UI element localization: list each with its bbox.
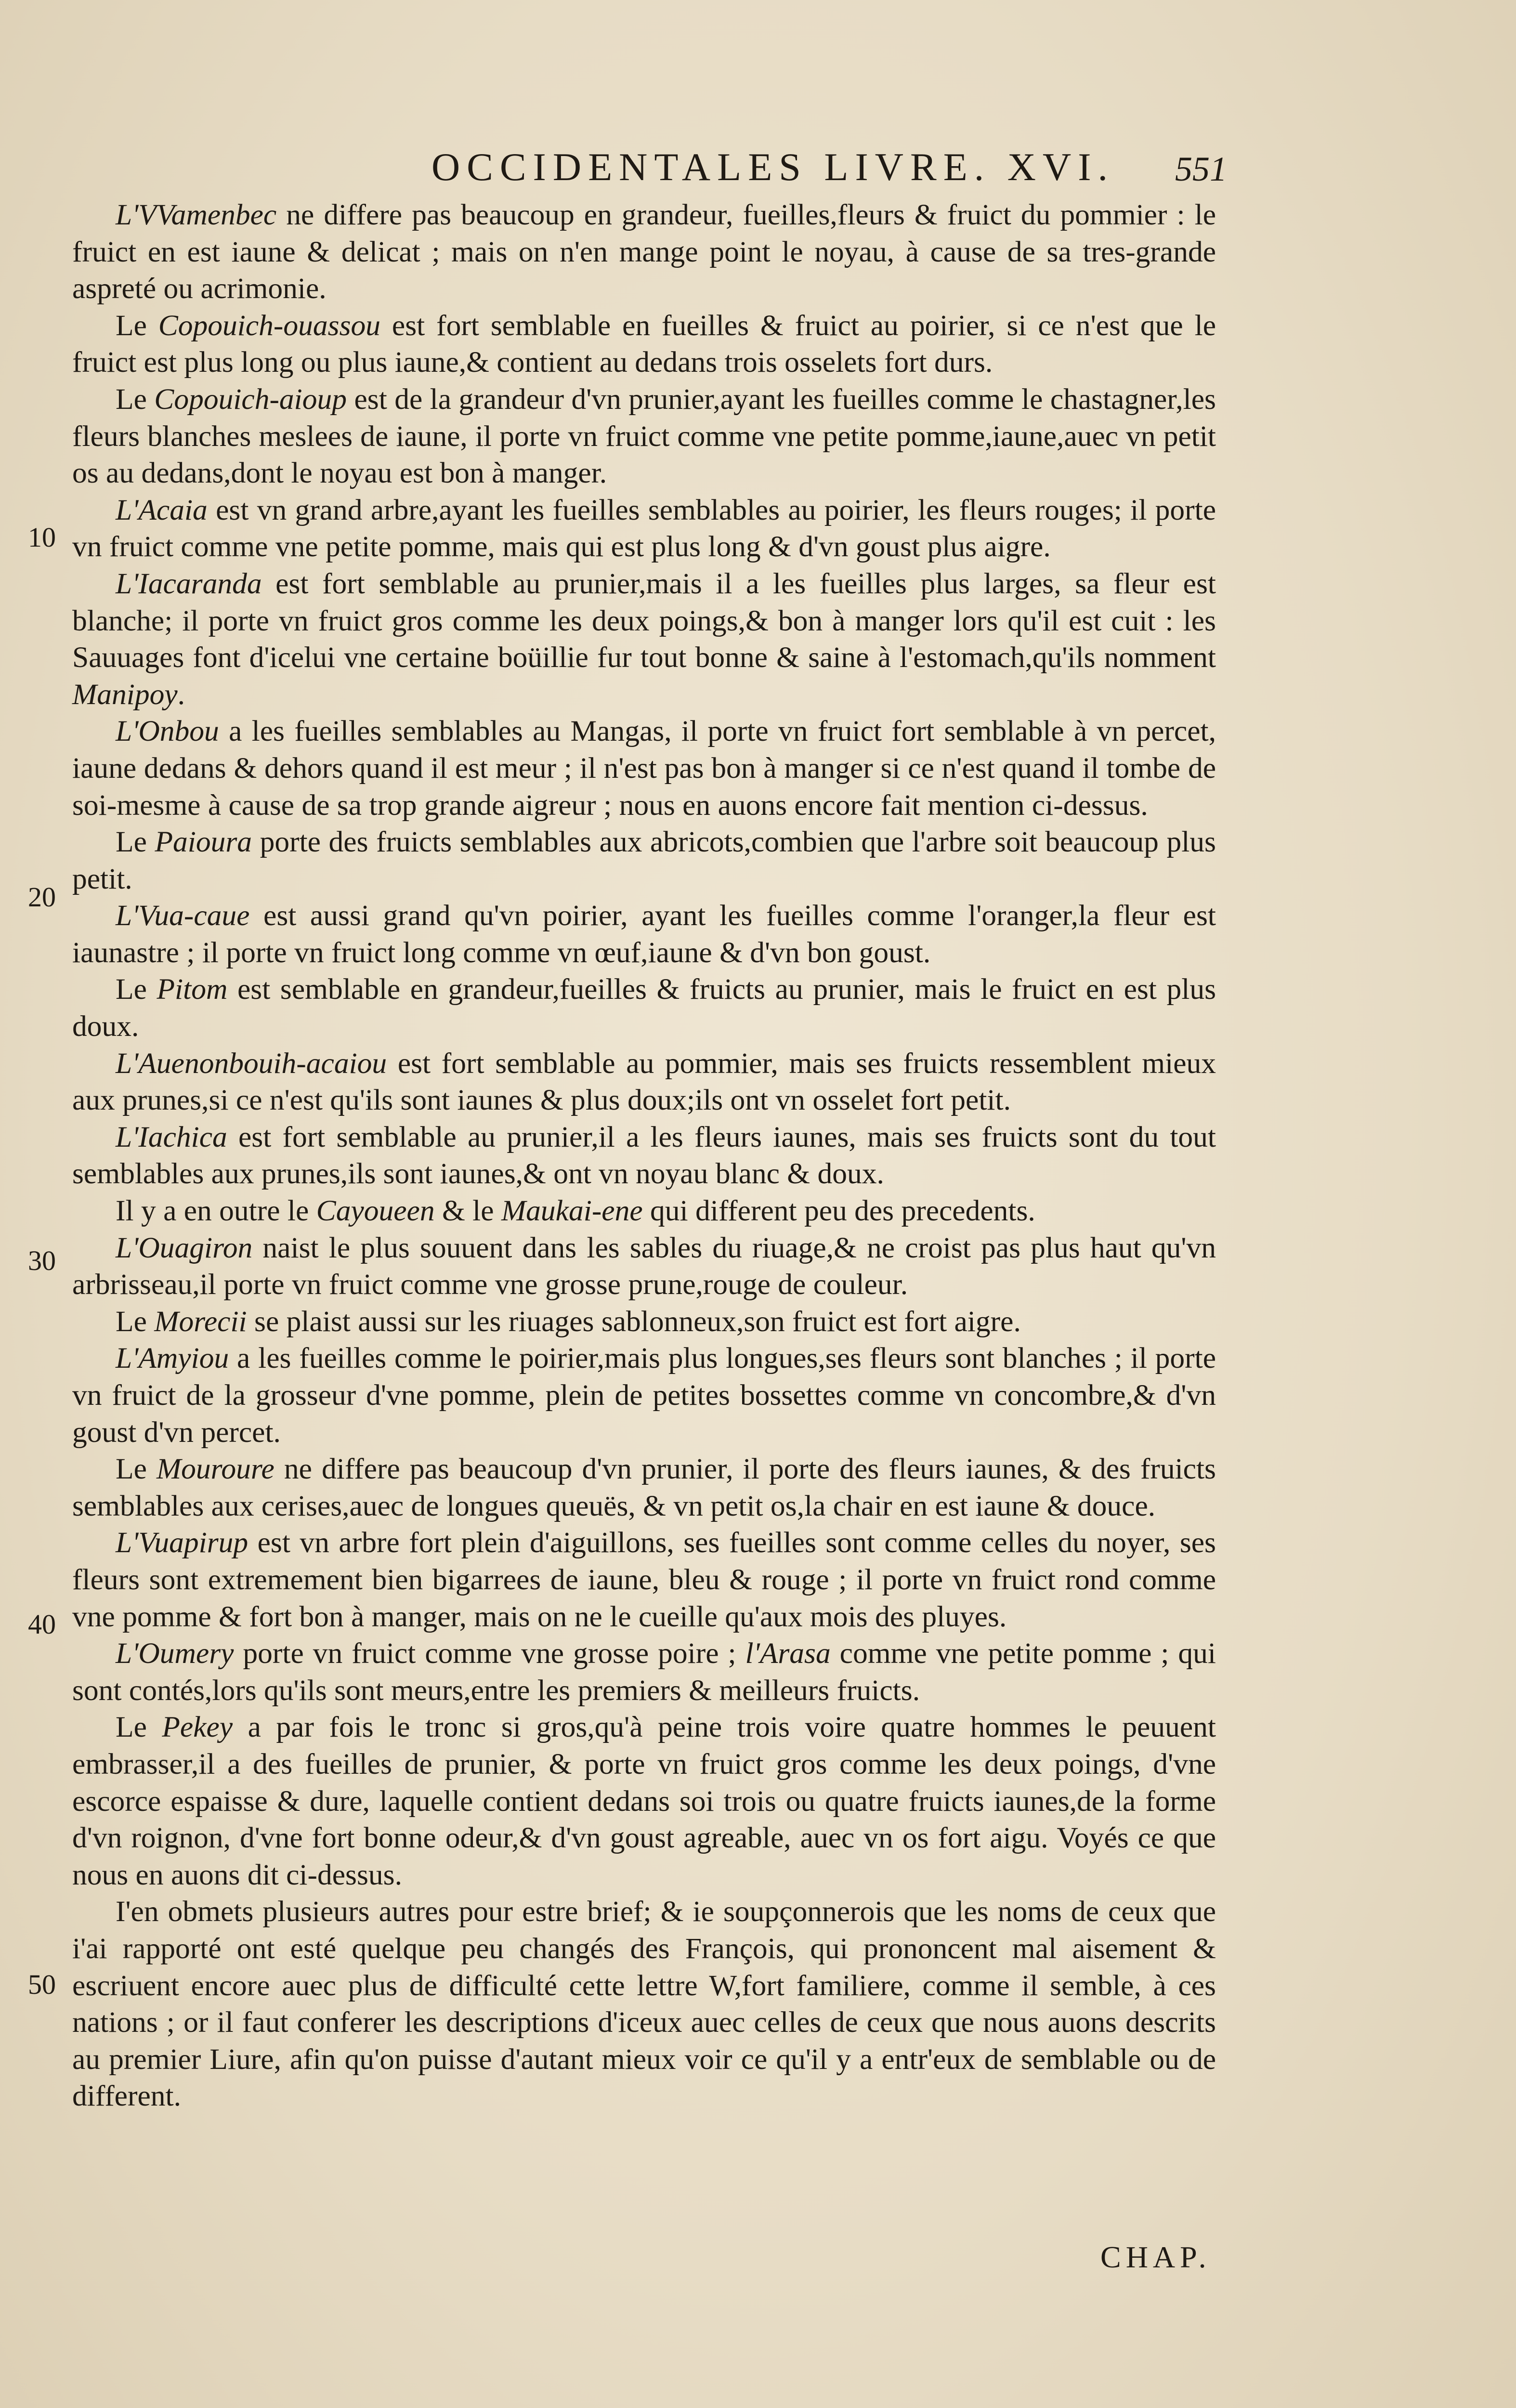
paragraph	[72, 1303, 1216, 1340]
paragraph	[72, 1451, 1216, 1524]
line-number-50: 50	[28, 1969, 56, 2000]
paragraph-text: Le	[116, 309, 158, 342]
paragraph-text: est vn grand arbre,ayant les fueilles semblables au poirier, les fleurs rouges; il porte vn fruict comme vne petite pomme, mais qui est plus long & d'vn goust plus aigre.	[72, 493, 1216, 563]
paragraph	[72, 1340, 1216, 1451]
catchword: CHAP.	[1100, 2240, 1211, 2274]
paragraph-text: se plaist aussi sur les riuages sablonneux,son fruict est fort aigre.	[247, 1305, 1021, 1338]
plant-name: Mouroure	[156, 1453, 274, 1486]
paragraph-text: est de la grandeur d'vn prunier,ayant les fueilles comme le chastagner,les fleurs blanches meslees de iaune, il porte vn fruict comme vne petite pomme,iaune,auec vn petit os au dedans,dont le noyau est bon à manger.	[72, 382, 1216, 490]
paragraph-text: .	[177, 678, 185, 711]
paragraph-text: comme vne petite pomme ; qui sont contés,lors qu'ils sont meurs,entre les premiers & meilleurs fruicts.	[72, 1637, 1216, 1707]
paragraph	[72, 1709, 1216, 1893]
paragraph-text: est aussi grand qu'vn poirier, ayant les fueilles comme l'oranger,la fleur est iaunastre ; il porte vn fruict long comme vn œuf,iaune & d'vn bon goust.	[72, 899, 1216, 969]
paragraph-text: a les fueilles semblables au Mangas, il porte vn fruict fort semblable à vn percet, iaune dedans & dehors quand il est meur ; il n'est pas bon à manger si ce n'est quand il tombe de soi-mesme à cause de sa trop grande aigreur ; nous en auons encore fait mention ci-dessus.	[72, 715, 1216, 822]
plant-name: l'Arasa	[745, 1637, 831, 1670]
plant-name: Morecii	[154, 1305, 247, 1338]
paragraph-text: est fort semblable en fueilles & fruict au poirier, si ce n'est que le fruict est plus long ou plus iaune,& contient au dedans trois osselets fort durs.	[72, 309, 1216, 379]
paragraph	[72, 713, 1216, 824]
plant-name: L'Onbou	[116, 715, 219, 748]
paragraph-text: est vn arbre fort plein d'aiguillons, ses fueilles sont comme celles du noyer, ses fleurs sont extremement bien bigarrees de iaune, bleu & rouge ; il porte vn fruict rond comme vne pomme & fort bon à manger, mais on ne le cueille qu'aux mois des pluyes.	[72, 1526, 1216, 1633]
plant-name: Copouich-aioup	[154, 382, 347, 416]
paragraph-text: I'en obmets plusieurs autres pour estre brief; & ie soupçonnerois que les noms de ceux que i'ai rapporté ont esté quelque peu changés des François, qui prononcent mal aisement & escriuent encore auec plus de difficulté cette lettre W,fort familiere, comme il semble, à ces nations ; or il faut conferer les descriptions d'iceux auec celles de ceux que nous auons descrits au premier Liure, afin qu'on puisse d'autant mieux voir ce qu'il y a entr'eux de semblable ou de different.	[72, 1895, 1216, 2113]
paragraph-text: a les fueilles comme le poirier,mais plus longues,ses fleurs sont blanches ; il porte vn fruict de la grosseur d'vne pomme, plein de petites bossettes comme vn concombre,& d'vn goust d'vn percet.	[72, 1342, 1216, 1449]
plant-name: L'Oumery	[116, 1637, 234, 1670]
paragraph-text: Le	[116, 1711, 162, 1744]
paragraph	[72, 1524, 1216, 1635]
plant-name: L'Vua-caue	[116, 899, 250, 932]
paragraph-text: Le	[116, 1453, 157, 1486]
paragraph	[72, 381, 1216, 492]
plant-name: L'Ouagiron	[116, 1231, 253, 1264]
paragraph-text: ne differe pas beaucoup d'vn prunier, il porte des fleurs iaunes, & des fruicts semblables aux cerises,auec de longues queuës, & vn petit os,la chair en est iaune & douce.	[72, 1453, 1216, 1522]
paragraph	[72, 1893, 1216, 2115]
paragraph	[72, 1635, 1216, 1709]
plant-name: L'Vuapirup	[116, 1526, 248, 1559]
paragraph-text: est fort semblable au prunier,il a les fleurs iaunes, mais ses fruicts sont du tout semblables aux prunes,ils sont iaunes,& ont vn noyau blanc & doux.	[72, 1120, 1216, 1191]
plant-name: Cayoueen	[316, 1194, 435, 1228]
plant-name: Paioura	[155, 825, 252, 859]
plant-name: Copouich-ouassou	[158, 309, 381, 342]
line-number-30: 30	[28, 1245, 56, 1276]
paragraph-text: est fort semblable au prunier,mais il a les fueilles plus larges, sa fleur est blanche; il porte vn fruict gros comme les deux poings,& bon à manger lors qu'il est cuit : les Sauuages font d'icelui vne certaine boüillie fur tout bonne & saine à l'estomach,qu'ils nomment	[72, 567, 1216, 674]
paragraph-text: porte des fruicts semblables aux abricots,combien que l'arbre soit beaucoup plus petit.	[72, 825, 1216, 895]
paragraph-text: naist le plus souuent dans les sables du riuage,& ne croist pas plus haut qu'vn arbrisseau,il porte vn fruict comme vne grosse prune,rouge de couleur.	[72, 1231, 1216, 1301]
line-number-10: 10	[28, 522, 56, 553]
paragraph	[72, 897, 1216, 971]
paragraph	[72, 1045, 1216, 1119]
running-title: OCCIDENTALES LIVRE. XVI.	[431, 145, 1115, 189]
paragraph	[72, 565, 1216, 713]
paragraph-text: Le	[116, 382, 155, 416]
paragraph	[72, 1119, 1216, 1192]
paragraph-text: Le	[116, 825, 155, 859]
paragraph-text: Il y a en outre le	[116, 1194, 316, 1228]
plant-name: L'Amyiou	[116, 1342, 229, 1375]
paragraph-text: est semblable en grandeur,fueilles & fruicts au prunier, mais le fruict en est plus doux.	[72, 973, 1216, 1043]
paragraph-text: porte vn fruict comme vne grosse poire ;	[234, 1637, 745, 1670]
plant-name: L'Auenonbouih-acaiou	[116, 1047, 387, 1080]
paragraph	[72, 1230, 1216, 1303]
plant-name: Pekey	[162, 1711, 233, 1744]
paragraph	[72, 824, 1216, 897]
paragraph	[72, 971, 1216, 1045]
paragraph	[72, 492, 1216, 565]
plant-name: Pitom	[157, 973, 228, 1006]
paragraph-text: a par fois le tronc si gros,qu'à peine trois voire quatre hommes le peuuent embrasser,il a des fueilles de prunier, & porte vn fruict gros comme les deux poings, d'vne escorce espaisse & dure, laquelle contient dedans soi trois ou quatre fruicts iaunes,de la forme d'vn roignon, d'vne fort bonne odeur,& d'vn goust agreable, auec vn os fort aigu. Voyés ce que nous en auons dit ci-dessus.	[72, 1711, 1216, 1891]
line-number-40: 40	[28, 1609, 56, 1640]
paragraph-text: & le	[434, 1194, 501, 1228]
plant-name: Maukai-ene	[501, 1194, 643, 1228]
paragraph-text: qui different peu des precedents.	[642, 1194, 1035, 1228]
paragraph-text: Le	[116, 973, 157, 1006]
plant-name: L'VVamenbec	[116, 198, 277, 231]
paragraph	[72, 307, 1216, 381]
body-text	[72, 196, 1216, 2115]
paragraph	[72, 1192, 1216, 1230]
page-number: 551	[1175, 150, 1227, 188]
paragraph-text: Le	[116, 1305, 155, 1338]
plant-name: L'Iachica	[116, 1120, 227, 1153]
paragraph	[72, 196, 1216, 307]
plant-name: L'Acaia	[116, 493, 208, 526]
paragraph-text: ne differe pas beaucoup en grandeur, fueilles,fleurs & fruict du pommier : le fruict en est iaune & delicat ; mais on n'en mange point le noyau, à cause de sa tres-grande aspreté ou acrimonie.	[72, 198, 1216, 305]
plant-name: Manipoy	[72, 678, 178, 711]
paragraph-text: est fort semblable au pommier, mais ses fruicts ressemblent mieux aux prunes,si ce n'est qu'ils sont iaunes & plus doux;ils ont vn osselet fort petit.	[72, 1047, 1216, 1117]
plant-name: L'Iacaranda	[116, 567, 262, 600]
line-number-20: 20	[28, 881, 56, 913]
